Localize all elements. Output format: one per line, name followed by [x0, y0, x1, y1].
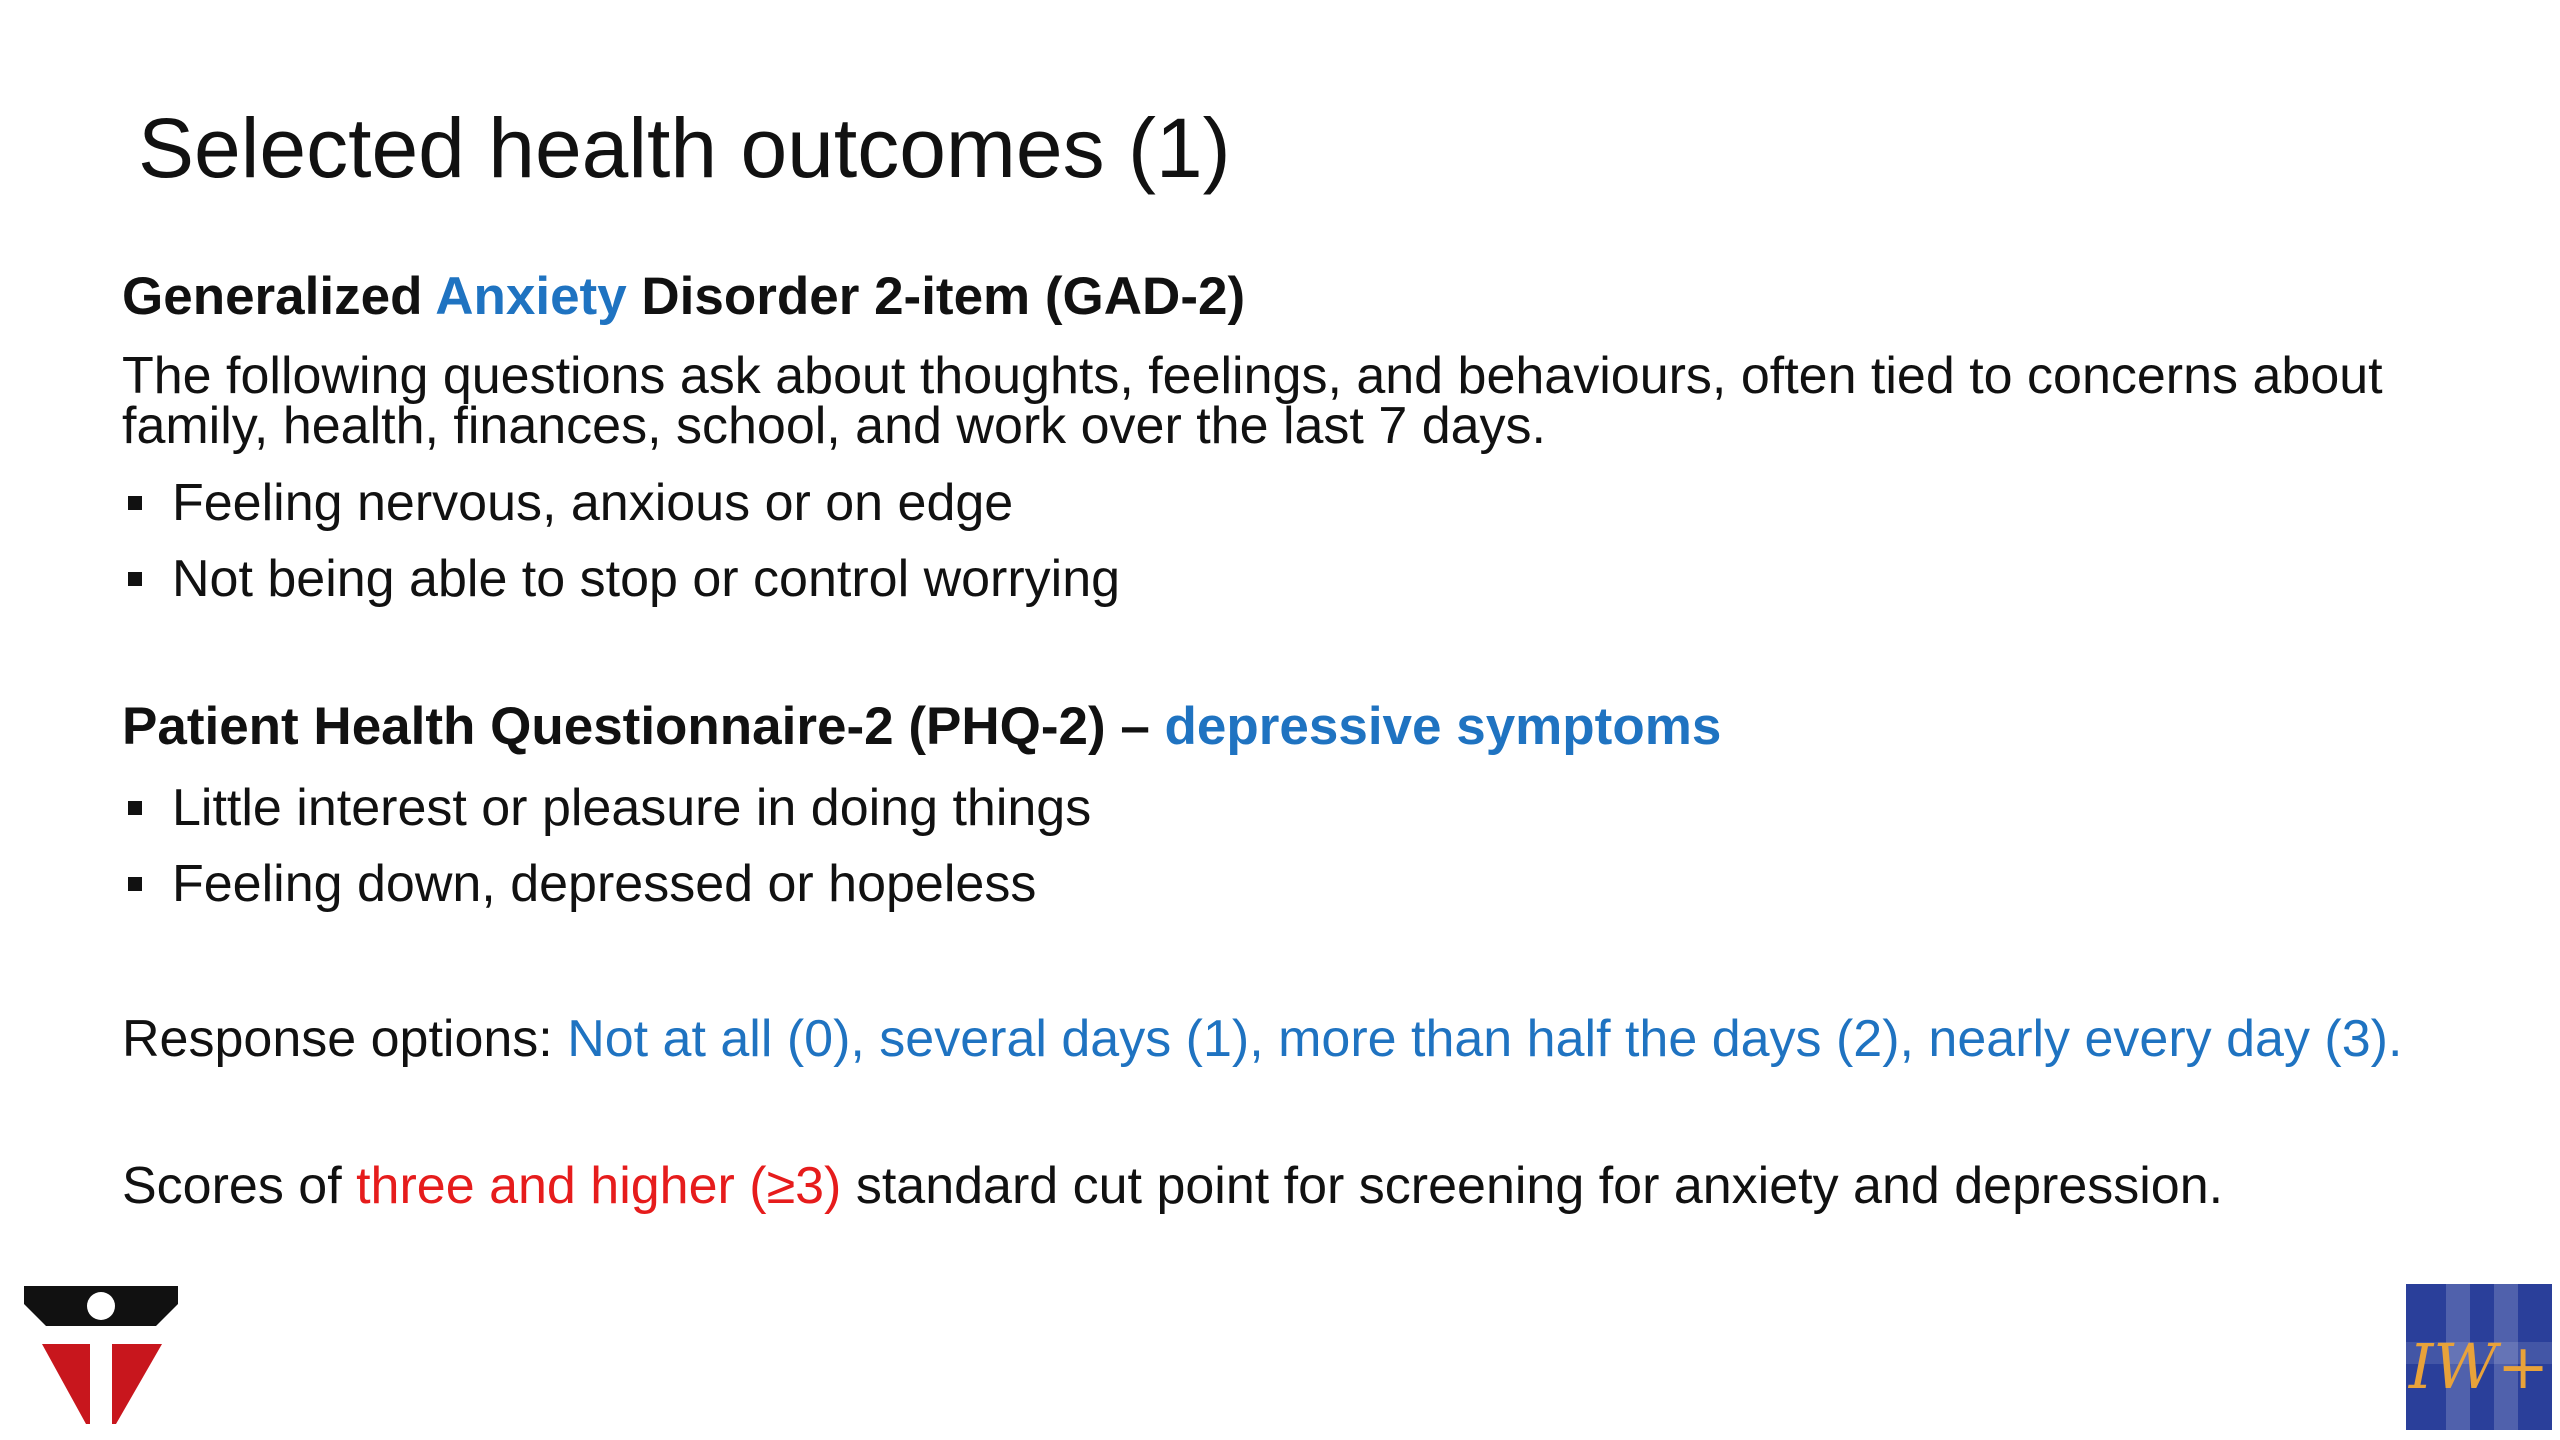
- square-bullet-icon: [128, 496, 142, 510]
- scores-highlight: three and higher (≥3): [356, 1156, 842, 1215]
- institution-logo-left: [16, 1282, 186, 1427]
- list-item-text: Feeling down, depressed or hopeless: [172, 855, 1037, 914]
- gad-intro: The following questions ask about thoughts, feelings, and behaviours, often tied to concerns about family, health, finances, school, and work over the last 7 days.: [122, 346, 2383, 455]
- phq-heading: [122, 695, 2502, 759]
- gad-list: [122, 465, 2502, 617]
- list-item-text: Little interest or pleasure in doing things: [172, 779, 1092, 838]
- list-item: [122, 770, 2502, 846]
- square-bullet-icon: [128, 801, 142, 815]
- phq-section: [122, 695, 2502, 923]
- scores-prefix: Scores of: [122, 1156, 357, 1215]
- response-options: [122, 1008, 2502, 1070]
- response-label: Response options:: [122, 1010, 568, 1069]
- slide-content: [122, 265, 2502, 1217]
- logo-right-text: IW+: [2408, 1330, 2550, 1403]
- list-item: [122, 846, 2502, 922]
- square-bullet-icon: [128, 877, 142, 891]
- list-item: [122, 541, 2502, 617]
- gad-heading-prefix: Generalized: [122, 267, 436, 326]
- scores-note: [122, 1155, 2502, 1217]
- list-item: [122, 465, 2502, 541]
- phq-heading-highlight: depressive symptoms: [1164, 696, 1722, 756]
- list-item-text: Not being able to stop or control worrying: [172, 549, 1121, 608]
- gad-heading: [122, 265, 2502, 329]
- response-values: Not at all (0), several days (1), more than half the days (2), nearly every day (3).: [567, 1010, 2403, 1069]
- gad-section: [122, 265, 2502, 617]
- gad-heading-highlight: Anxiety: [435, 267, 627, 326]
- scores-suffix: standard cut point for screening for anxiety and depression.: [841, 1156, 2224, 1215]
- slide-title: Selected health outcomes (1): [138, 101, 1231, 195]
- phq-list: [122, 770, 2502, 922]
- list-item-text: Feeling nervous, anxious or on edge: [172, 473, 1014, 532]
- gad-heading-suffix: Disorder 2-item (GAD-2): [626, 267, 1246, 326]
- institution-logo-right: [2406, 1284, 2552, 1430]
- square-bullet-icon: [128, 572, 142, 586]
- phq-heading-prefix: Patient Health Questionnaire-2 (PHQ-2) –: [122, 696, 1165, 756]
